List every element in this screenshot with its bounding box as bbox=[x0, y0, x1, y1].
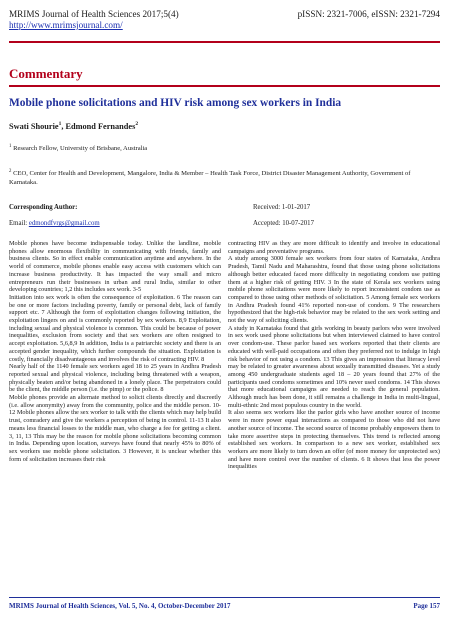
header-divider-bottom bbox=[9, 85, 440, 87]
article-title: Mobile phone solicitations and HIV risk among sex workers in India bbox=[9, 97, 342, 109]
accepted-date: Accepted: 10-07-2017 bbox=[253, 220, 314, 227]
affiliation-2 bbox=[9, 168, 440, 187]
issn-text: pISSN: 2321-7006, eISSN: 2321-7294 bbox=[297, 9, 440, 19]
body-paragraph: Initiation into sex work is often the consequence of exploitation. 6 The reason can be one or more factors including poverty, family or personal debt, lack of family support etc. 7 Although the form of exploitation changes following initiation, the exploitation lingers on and is commonly reported by sex workers. 8,9 Exploitation, including sexual and physical violence is common. This could be because of power inequalities, exclusion from society and that sex workers are often resigned to accept exploitation. 5,6,8,9 In addition, India is a patriarchic society and there is an accepted gender inequality, which further compounds the situation. Exploitation is costly, financially disadvantageous and involves the risk of contracting HIV. 8 bbox=[9, 293, 221, 363]
body-paragraph: Mobile phones have become indispensable today. Unlike the landline, mobile phones allow enormous flexibility in communicating with friends, family and business clients. So in effect enable communication anytime and anywhere. In the world of commerce, mobile phones enable easy access with customers which can increase business productivity. It has impacted the way small and micro entrepreneurs run their businesses in urban and rural India, similar to other developing countries; 1,2 this includes sex work. 3-5 bbox=[9, 240, 221, 294]
affiliation-mark: 2 bbox=[9, 169, 12, 174]
body-column-right bbox=[228, 240, 440, 586]
section-label: Commentary bbox=[9, 66, 83, 81]
affiliation-text: Research Fellow, University of Brisbane, Australia bbox=[13, 145, 148, 153]
email-link[interactable]: edmondfvrgs@gmail.com bbox=[28, 220, 100, 227]
journal-title: MRIMS Journal of Health Sciences 2017;5(4) bbox=[9, 9, 179, 19]
author-name: Edmond Fernandes bbox=[65, 121, 136, 131]
email-label: Email: bbox=[9, 220, 28, 227]
corresponding-author-label: Corresponding Author: bbox=[9, 204, 78, 211]
body-paragraph: contracting HIV as they are more difficult to identify and involve in educational campaigns and preventative programs. bbox=[228, 240, 440, 255]
affiliation-1 bbox=[9, 143, 440, 154]
footer-citation: MRIMS Journal of Health Sciences, Vol. 5, No. 4, October-December 2017 bbox=[9, 602, 231, 610]
journal-url-link[interactable]: http://www.mrimsjournal.com/ bbox=[9, 20, 123, 30]
header-divider-top bbox=[9, 41, 440, 43]
email-line bbox=[9, 220, 100, 227]
received-date: Received: 1-01-2017 bbox=[253, 204, 311, 211]
body-paragraph: A study in Karnataka found that girls working in beauty parlors who were involved in sex work used phone solicitations but when interviewed claimed to have control over condom-use. These parlor based sex workers reported that their clients are educated with well-paid occupations and often they preferred not to indulge in high risk behavior of not using a condom. 13 This gives an impression that literacy level may be related to greater awareness about sexually transmitted diseases. Yet a study among 450 undergraduate students aged 18 – 20 years found that 27% of the participants used condoms sometimes and 10% never used condoms. 14 This shows that more educational campaigns are needed to reach the general population. Although much has been done, it still remains a challenge in India in multi-lingual, multi-ethnic 2nd most populous country in the world. bbox=[228, 324, 440, 409]
author-name: Swati Shourie bbox=[9, 121, 59, 131]
affiliation-mark: 1 bbox=[9, 144, 12, 149]
body-paragraph: A study among 3000 female sex workers from four states of Karnataka, Andhra Pradesh, Tamil Nadu and Maharashtra, found that those using phone solicitations although better educated faced more difficulty in negotiating condom use putting them at a higher risk of getting HIV. 3 In the state of Kerala sex workers using mobile phone solicitations were more likely to report inconsistent condom use as compared to those using other methods of solicitation. 5 Among female sex workers in Andhra Pradesh found 41% reported non-use of condom. 9 The researchers hypothesized that the high-risk behavior may be related to the sex work setting and not the way of soliciting clients. bbox=[228, 255, 440, 325]
author-affiliation-mark: 2 bbox=[135, 121, 139, 127]
body-paragraph: Mobile phones provide an alternate method to solicit clients directly and discreetly (i.e. allow anonymity) away from the community, police and the middle person. 10-12 Mobile phones allow the sex worker to talk with the clients which may help build trust, comradery and give the workers a perception of being in control. 11-13 It also means less financial losses to the middle man, who charge a fee for getting a client. 3, 11, 13 This may be the reason for mobile phone solicitations becoming common in India. Depending upon location, surveys have found that nearly 45% to 80% of sex workers use mobile phone solicitation. 3 However, it is unclear whether this form of solicitation increases their risk bbox=[9, 394, 221, 463]
affiliation-text: CEO, Center for Health and Development, Mangalore, India & Member – Health Task Force, District Disaster Management Authority, Government of Karnataka. bbox=[9, 170, 411, 186]
body-paragraph: It also seems sex workers like the parlor girls who have another source of income were in more power equal interactions as compared to those who did not have another source of income. The second source of income probably empowers them to take more assertive steps in protecting themselves. This trend is reflected among established sex workers. In comparison to a new sex worker, established sex workers are more likely to turn down an offer (of more money for unprotected sex) and have more control over the number of clients. 6 It shows that less the power inequalities bbox=[228, 409, 440, 471]
body-paragraph: Nearly half of the 1140 female sex workers aged 18 to 25 years in Andhra Pradesh reported sexual and physical violence, including being threatened with a weapon, physically beaten and/or being abandoned in a lonely place. The perpetrators could be the client, the middle person (i.e. the pimp) or the police. 8 bbox=[9, 363, 221, 394]
author-affiliation-mark: 1 bbox=[58, 121, 62, 127]
body-column-left bbox=[9, 240, 221, 586]
author-line: Swati Shourie$^1$, Edmond Fernandes$^2$ bbox=[9, 121, 139, 131]
page-number: Page 157 bbox=[413, 602, 440, 610]
footer-divider bbox=[9, 597, 440, 598]
